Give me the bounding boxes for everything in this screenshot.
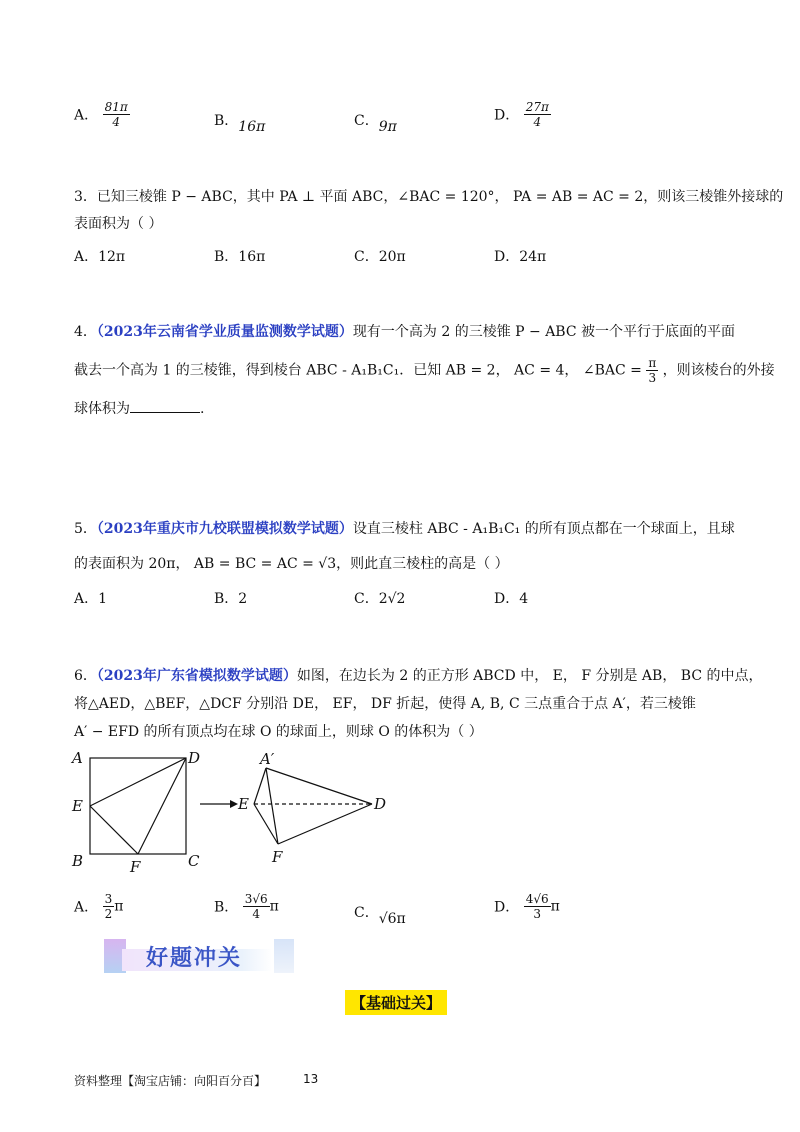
q6-line1: 6．（2023年广东省模拟数学试题）如图，在边长为 2 的正方形 ABCD 中， E， F 分别是 AB， BC 的中点， <box>74 668 763 684</box>
q3-option-d: D．24π <box>494 249 547 265</box>
section-tag: 【基础过关】 <box>345 990 447 1015</box>
q3-option-c: C．20π <box>354 249 406 265</box>
q6-option-d: D． $\frac{4√6}{3}$ π <box>494 892 560 921</box>
label-e-right: E <box>238 795 249 813</box>
prev-option-c: C．9π <box>354 113 397 135</box>
q3-line1: 3．已知三棱锥 P − ABC，其中 PA ⊥ 平面 ABC，∠BAC = 120°， PA = AB = AC = 2，则该三棱锥外接球的 <box>74 189 784 205</box>
label-d: D <box>188 749 201 767</box>
q4-angle-fraction: $\frac{\pi}{3}$ <box>648 356 657 385</box>
q6-line2: 将△AED，△BEF，△DCF 分别沿 DE， EF， DF 折起，使得 A, B, C 三点重合于点 A′，若三棱锥 <box>74 696 696 712</box>
prev-option-b: B．16π <box>214 113 266 135</box>
q4-line3: 球体积为 . <box>74 398 204 419</box>
banner-title: 好题冲关 <box>146 946 243 971</box>
q4-number: 4． <box>74 324 97 340</box>
q6-source: （2023年广东省模拟数学试题） <box>96 668 297 684</box>
label-f: F <box>130 858 141 876</box>
q6-line3: A′ − EFD 的所有顶点均在球 O 的球面上，则球 O 的体积为（ ） <box>74 724 483 740</box>
answer-blank <box>130 398 200 413</box>
label-e: E <box>72 797 83 815</box>
q6-figure <box>66 748 396 878</box>
arrow-head-icon <box>230 800 238 808</box>
q5-option-a: A．1 <box>74 591 108 607</box>
q4-source: （2023年云南省学业质量监测数学试题） <box>96 324 353 340</box>
q5-option-b: B．2 <box>214 591 248 607</box>
section-banner <box>104 939 294 973</box>
q5-source: （2023年重庆市九校联盟模拟数学试题） <box>96 521 353 537</box>
q4-line2: 截去一个高为 1 的三棱锥，得到棱台 ABC - A₁B₁C₁．已知 AB = 2， AC = 4， ∠BAC = $\frac{\pi}{3}$ ，则该棱台的外接 <box>74 356 775 385</box>
label-d-right: D <box>374 795 387 813</box>
q5-line2: 的表面积为 20π， AB = BC = AC = √3，则此直三棱柱的高是（ ） <box>74 556 509 572</box>
label-a: A <box>72 749 83 767</box>
q4-text1: 现有一个高为 2 的三棱锥 P − ABC 被一个平行于底面的平面 <box>352 324 736 340</box>
q3-line2: 表面积为（ ） <box>74 216 163 232</box>
segment-fd <box>138 758 186 854</box>
label-f-right: F <box>272 848 283 866</box>
label-b: B <box>72 852 84 870</box>
segment-ef <box>90 806 138 854</box>
q6-option-b: B． $\frac{3√6}{4}$ π <box>214 892 279 921</box>
page-number: 13 <box>303 1072 319 1086</box>
prev-option-d: D． $\frac{27\pi}{4}$ <box>494 100 549 129</box>
q3-option-b: B．16π <box>214 249 266 265</box>
label-c: C <box>188 852 200 870</box>
q5-option-c: C．2√2 <box>354 591 406 607</box>
q5-option-d: D．4 <box>494 591 529 607</box>
footer-text: 资料整理【淘宝店铺：向阳百分百】 <box>74 1074 267 1088</box>
q6-option-a: A． $\frac{3}{2}$ π <box>74 892 124 921</box>
q6-option-c: C．√6π <box>354 905 406 927</box>
prev-option-a: A． $\frac{81\pi}{4}$ <box>74 100 128 129</box>
label-a-prime: A′ <box>260 750 275 768</box>
square-abcd <box>90 758 186 854</box>
q5-line1: 5．（2023年重庆市九校联盟模拟数学试题）设直三棱柱 ABC - A₁B₁C₁ 的所有顶点都在一个球面上，且球 <box>74 521 735 537</box>
segment-ed <box>90 758 186 806</box>
q3-option-a: A．12π <box>74 249 126 265</box>
q4-line1 <box>74 322 735 342</box>
